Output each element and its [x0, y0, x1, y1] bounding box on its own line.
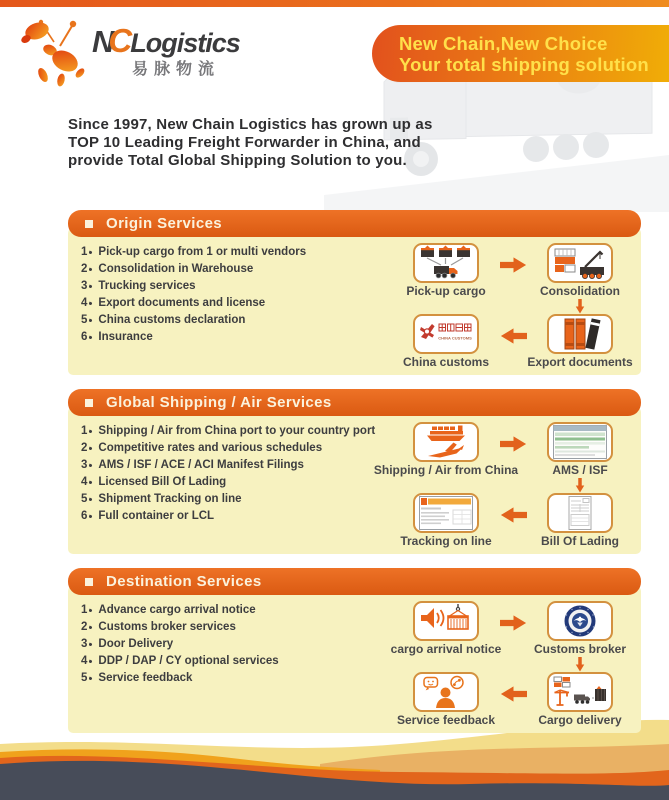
service-sections	[68, 210, 641, 733]
service-list	[81, 602, 279, 727]
cargo-arrival-notice-icon	[413, 601, 479, 641]
intro-line: provide Total Global Shipping Solution to you.	[68, 152, 407, 169]
list-item: 1 Pick-up cargo from 1 or multi vendors	[81, 246, 307, 258]
service-list	[81, 244, 306, 369]
list-item: 4 DDP / DAP / CY optional services	[81, 655, 279, 667]
china-customs-cjk-marks	[439, 324, 471, 331]
china-customs-emblem-icon	[413, 314, 479, 354]
service-feedback-icon	[413, 672, 479, 712]
arrow-right-icon	[500, 435, 527, 453]
flow-node	[403, 314, 489, 369]
flow-node	[527, 314, 632, 369]
list-item: 3 Trucking services	[81, 280, 196, 292]
service-list	[81, 423, 375, 548]
list-item: 2 Competitive rates and various schedules	[81, 442, 323, 454]
square-bullet-icon	[85, 578, 93, 586]
process-flow-diagram	[373, 422, 635, 548]
list-item: 4 Export documents and license	[81, 297, 266, 309]
arrow-right-icon	[500, 256, 527, 274]
list-item: 4 Licensed Bill Of Lading	[81, 476, 227, 488]
arrow-left-icon	[500, 327, 527, 345]
flow-node	[400, 493, 491, 548]
export-documents-icon	[547, 314, 613, 354]
section-panel	[68, 228, 641, 375]
section-header-bar	[68, 389, 641, 416]
flow-node-label: Bill Of Lading	[541, 534, 619, 548]
customs-broker-seal-icon	[547, 601, 613, 641]
section-destination-services	[68, 568, 641, 733]
section-panel	[68, 586, 641, 733]
intro-line: TOP 10 Leading Freight Forwarder in China, and	[68, 134, 421, 151]
svg-text:CHINA CUSTOMS: CHINA CUSTOMS	[438, 335, 472, 341]
list-item: 6 Insurance	[81, 331, 153, 343]
flow-node	[541, 493, 619, 548]
section-header-bar	[68, 210, 641, 237]
flow-node-label: Shipping / Air from China	[373, 463, 519, 477]
flow-node-label: cargo arrival notice	[390, 642, 502, 656]
section-header-bar	[68, 568, 641, 595]
flow-node	[534, 601, 626, 656]
flow-node	[397, 672, 495, 727]
flow-node	[374, 422, 518, 477]
tracking-webpage-icon	[413, 493, 479, 533]
intro-line: Since 1997, New Chain Logistics has grown up as	[68, 116, 433, 133]
flow-node-label: China customs	[402, 355, 489, 369]
flow-node	[391, 601, 502, 656]
arrow-down-wrap	[573, 656, 587, 672]
section-title: Origin Services	[106, 215, 223, 232]
brand-logo-text	[92, 24, 240, 78]
flow-node-label: Cargo delivery	[538, 713, 622, 727]
page-header	[0, 0, 669, 102]
section-title: Destination Services	[106, 573, 262, 590]
flow-node	[406, 243, 485, 298]
list-item: 1 Advance cargo arrival notice	[81, 604, 256, 616]
arrow-left-icon	[500, 506, 527, 524]
brand-letter-c: C	[108, 22, 133, 59]
section-panel	[68, 407, 641, 554]
slogan-line-2: Your total shipping solution	[399, 54, 649, 75]
list-item: 6 Full container or LCL	[81, 510, 215, 522]
flow-node-label: Pick-up cargo	[406, 284, 486, 298]
list-item: 3 AMS / ISF / ACE / ACI Manifest Filings	[81, 459, 304, 471]
list-item: 3 Door Delivery	[81, 638, 174, 650]
list-item: 5 Service feedback	[81, 672, 193, 684]
slogan-banner	[372, 25, 669, 82]
flow-node	[547, 422, 613, 477]
intro-paragraph	[68, 116, 498, 170]
flow-node-label: Service feedback	[396, 713, 496, 727]
arrow-down-wrap	[573, 477, 587, 493]
flow-node-label: Export documents	[527, 355, 633, 369]
arrow-down-icon	[573, 478, 587, 493]
ship-airplane-icon	[413, 422, 479, 462]
arrow-left-icon	[500, 685, 527, 703]
arrow-down-wrap	[573, 298, 587, 314]
slogan-line-1: New Chain,New Choice	[399, 33, 608, 54]
arrow-down-icon	[573, 299, 587, 314]
consolidation-crane-icon	[547, 243, 613, 283]
section-title: Global Shipping / Air Services	[106, 394, 332, 411]
flow-node	[538, 672, 621, 727]
customs-plane-emblem	[420, 324, 435, 339]
pickup-cargo-icon	[413, 243, 479, 283]
list-item: 2 Customs broker services	[81, 621, 236, 633]
process-flow-diagram	[393, 243, 635, 369]
process-flow-diagram	[390, 601, 635, 727]
list-item: 5 China customs declaration	[81, 314, 246, 326]
manifest-screen-icon	[547, 422, 613, 462]
flow-node-label: Tracking on line	[400, 534, 492, 548]
arrow-right-icon	[500, 614, 527, 632]
list-item: 2 Consolidation in Warehouse	[81, 263, 254, 275]
section-origin-services	[68, 210, 641, 375]
list-item: 5 Shipment Tracking on line	[81, 493, 242, 505]
top-orange-strip	[0, 0, 669, 7]
flow-node-label: Consolidation	[540, 284, 620, 298]
bill-of-lading-icon	[547, 493, 613, 533]
arrow-down-icon	[573, 657, 587, 672]
square-bullet-icon	[85, 220, 93, 228]
cargo-delivery-icon	[547, 672, 613, 712]
flow-node	[540, 243, 620, 298]
brand-name: Logistics	[130, 28, 240, 58]
ant-mascot-logo-icon	[20, 16, 92, 92]
list-item: 1 Shipping / Air from China port to your country port	[81, 425, 376, 437]
section-global-shipping-air-services	[68, 389, 641, 554]
brand-letter-n: N	[92, 24, 113, 59]
flow-node-label: Customs broker	[533, 642, 627, 656]
flow-node-label: AMS / ISF	[552, 463, 608, 477]
brand-chinese-name: 易脉物流	[132, 61, 221, 78]
square-bullet-icon	[85, 399, 93, 407]
